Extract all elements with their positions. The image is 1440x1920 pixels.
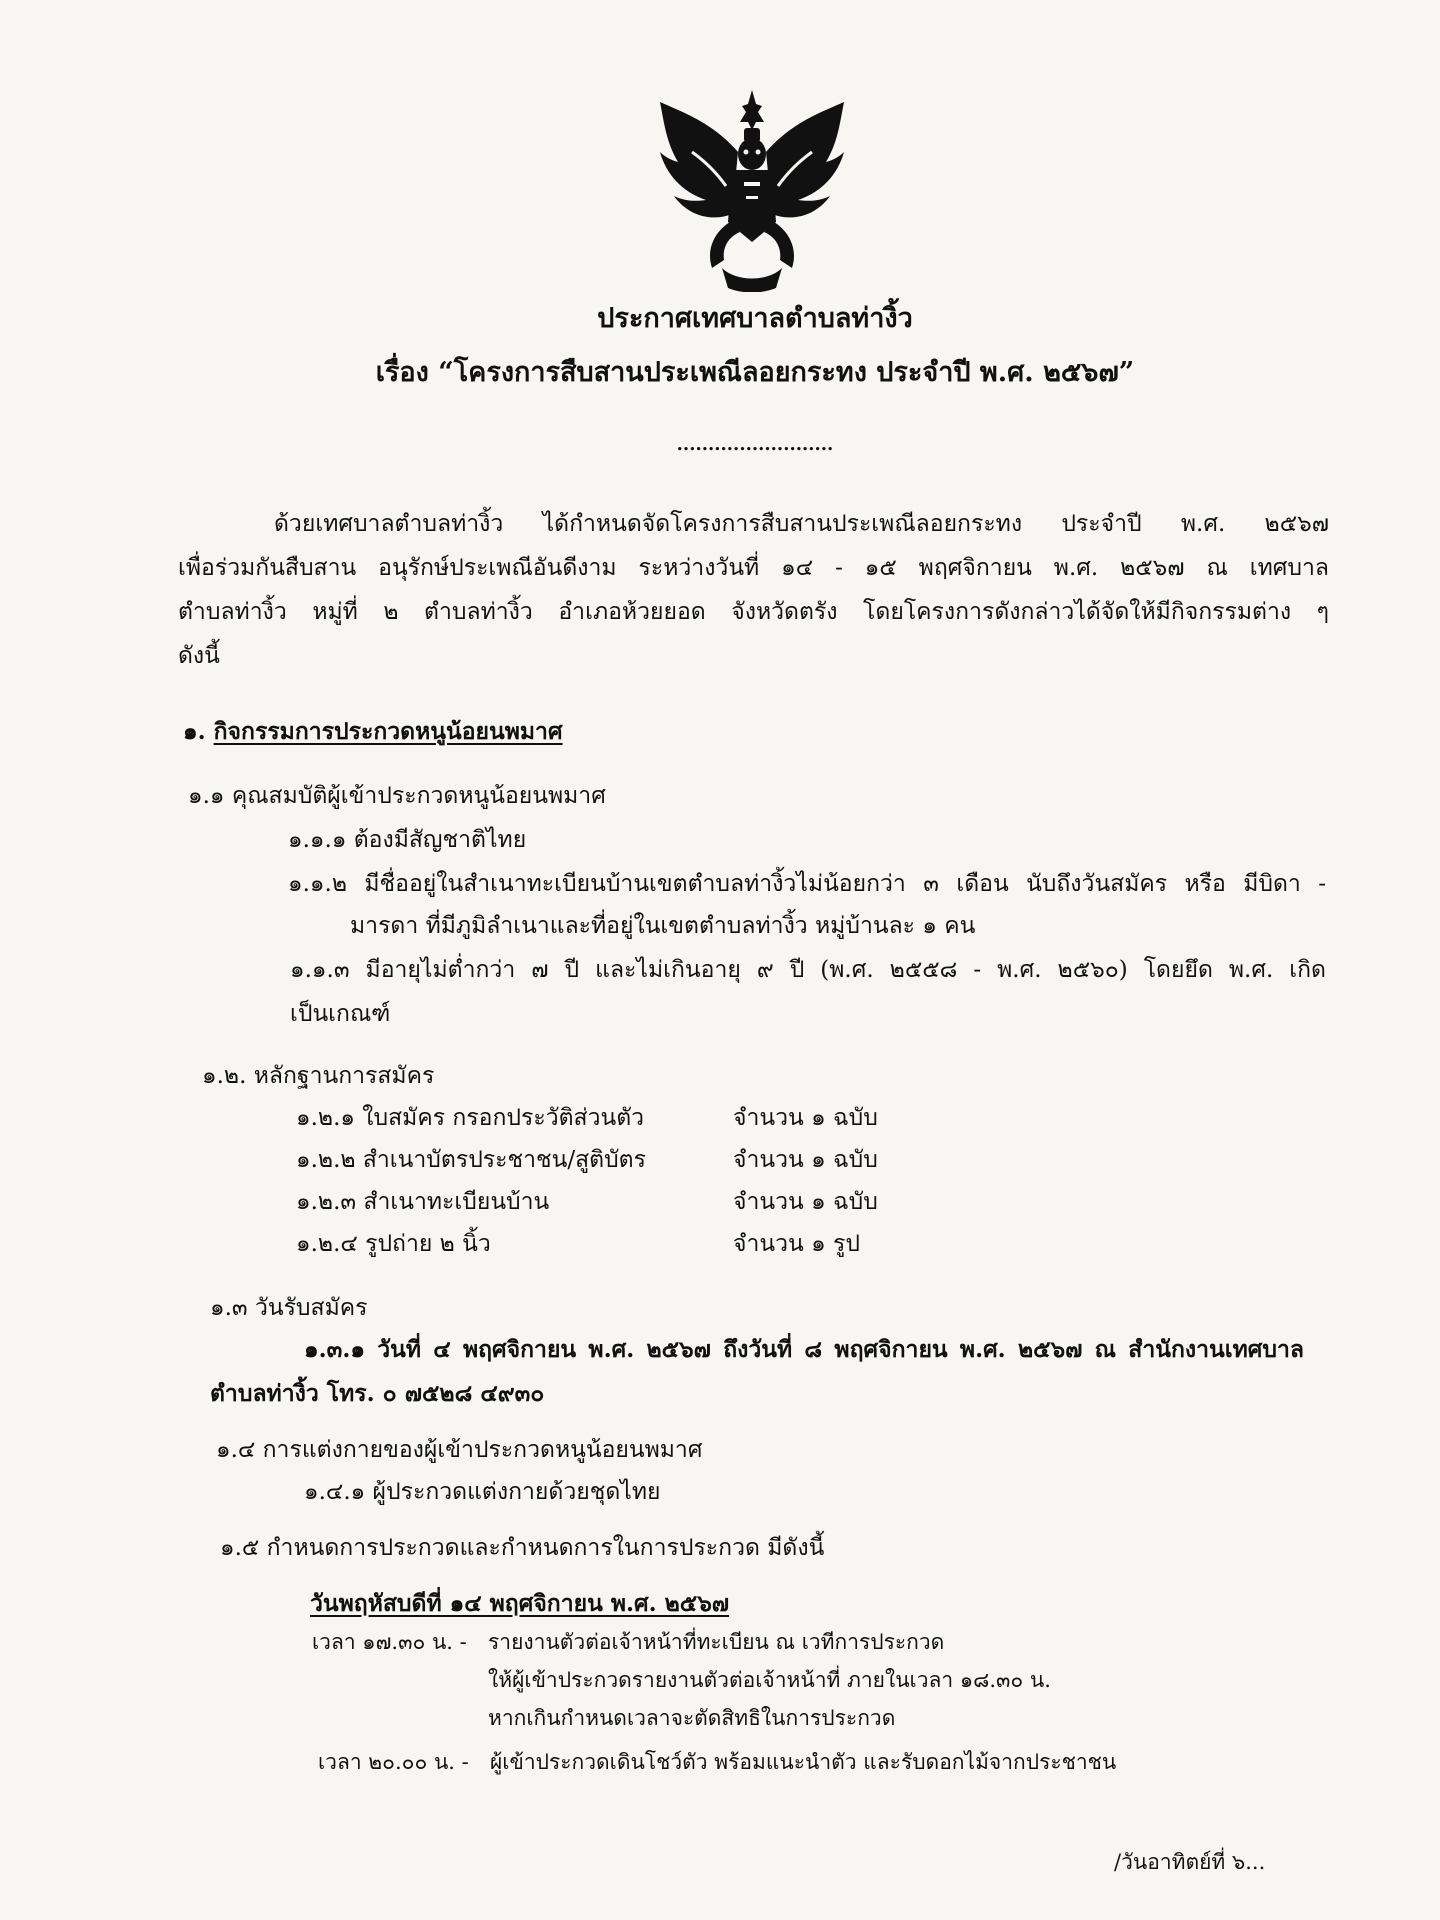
announcement-subject: เรื่อง “โครงการสืบสานประเพณีลอยกระทง ประจำปี พ.ศ. ๒๕๖๗”	[375, 357, 1135, 388]
doc-item-1-qty: จำนวน ๑ ฉบับ	[733, 1105, 878, 1131]
schedule-text-2: ให้ผู้เข้าประกวดรายงานตัวต่อเจ้าหน้าที่ ภายในเวลา ๑๘.๓๐ น.	[488, 1668, 1051, 1692]
s1-4-heading: ๑.๔ การแต่งกายของผู้เข้าประกวดหนูน้อยนพมาศ	[216, 1437, 703, 1463]
intro-line-2: เพื่อร่วมกันสืบสาน อนุรักษ์ประเพณีอันดีงาม ระหว่างวันที่ ๑๔ - ๑๕ พฤศจิกายน พ.ศ. ๒๕๖๗ ณ เทศบาล	[178, 555, 1329, 581]
schedule-text-1: รายงานตัวต่อเจ้าหน้าที่ทะเบียน ณ เวทีการประกวด	[488, 1630, 945, 1654]
section-1-heading	[183, 714, 563, 750]
s1-5-heading: ๑.๕ กำหนดการประกวดและกำหนดการในการประกวด มีดังนี้	[220, 1535, 825, 1561]
s1-1-item-1: ๑.๑.๑ ต้องมีสัญชาติไทย	[288, 827, 527, 853]
s1-3-line-1: ๑.๓.๑ วันที่ ๔ พฤศจิกายน พ.ศ. ๒๕๖๗ ถึงวันที่ ๘ พฤศจิกายน พ.ศ. ๒๕๖๗ ณ สำนักงานเทศบาล	[304, 1336, 1304, 1363]
s1-1-item-3: ๑.๑.๓ มีอายุไม่ต่ำกว่า ๗ ปี และไม่เกินอายุ ๙ ปี (พ.ศ. ๒๕๕๘ - พ.ศ. ๒๕๖๐) โดยยึด พ.ศ. เกิด	[290, 957, 1326, 983]
intro-line-4: ดังนี้	[178, 643, 220, 669]
garuda-emblem-icon	[652, 82, 852, 292]
doc-item-4-label: ๑.๒.๔ รูปถ่าย ๒ นิ้ว	[296, 1231, 491, 1257]
s1-1-item-3-cont: เป็นเกณฑ์	[290, 1001, 391, 1027]
section-1-number: ๑.	[183, 718, 206, 745]
continue-marker: /วันอาทิตย์ที่ ๖...	[1114, 1850, 1266, 1874]
doc-item-2-qty: จำนวน ๑ ฉบับ	[733, 1147, 878, 1173]
announcement-title: ประกาศเทศบาลตำบลท่างิ้ว	[597, 303, 913, 334]
s1-1-item-2: ๑.๑.๒ มีชื่ออยู่ในสำเนาทะเบียนบ้านเขตตำบลท่างิ้วไม่น้อยกว่า ๓ เดือน นับถึงวันสมัคร หรือ มีบิดา -	[288, 871, 1326, 897]
intro-line-3: ตำบลท่างิ้ว หมู่ที่ ๒ ตำบลท่างิ้ว อำเภอห้วยยอด จังหวัดตรัง โดยโครงการดังกล่าวได้จัดให้มีกิจกรรมต่าง ๆ	[178, 599, 1329, 625]
schedule-text-3: หากเกินกำหนดเวลาจะตัดสิทธิในการประกวด	[488, 1706, 896, 1730]
section-1-title: กิจกรรมการประกวดหนูน้อยนพมาศ	[213, 718, 563, 745]
schedule-day: วันพฤหัสบดีที่ ๑๔ พฤศจิกายน พ.ศ. ๒๕๖๗	[310, 1590, 730, 1617]
doc-item-2-label: ๑.๒.๒ สำเนาบัตรประชาชน/สูติบัตร	[296, 1147, 646, 1173]
s1-3-line-2: ตำบลท่างิ้ว โทร. ๐ ๗๕๒๘ ๔๙๓๐	[210, 1380, 545, 1407]
separator-dots: .........................	[676, 434, 834, 455]
doc-item-3-qty: จำนวน ๑ ฉบับ	[733, 1189, 878, 1215]
s1-1-item-2-cont: มารดา ที่มีภูมิลำเนาและที่อยู่ในเขตตำบลท่างิ้ว หมู่บ้านละ ๑ คน	[350, 913, 976, 939]
doc-item-1-label: ๑.๒.๑ ใบสมัคร กรอกประวัติส่วนตัว	[296, 1105, 645, 1131]
s1-1-heading: ๑.๑ คุณสมบัติผู้เข้าประกวดหนูน้อยนพมาศ	[188, 783, 606, 809]
doc-item-3-label: ๑.๒.๓ สำเนาทะเบียนบ้าน	[296, 1189, 550, 1215]
s1-2-heading: ๑.๒. หลักฐานการสมัคร	[202, 1063, 435, 1089]
schedule-time-4: เวลา ๒๐.๐๐ น. -	[318, 1750, 469, 1774]
s1-4-item-1: ๑.๔.๑ ผู้ประกวดแต่งกายด้วยชุดไทย	[304, 1479, 661, 1505]
s1-3-heading: ๑.๓ วันรับสมัคร	[210, 1295, 368, 1321]
schedule-text-4: ผู้เข้าประกวดเดินโชว์ตัว พร้อมแนะนำตัว และรับดอกไม้จากประชาชน	[490, 1750, 1117, 1774]
doc-item-4-qty: จำนวน ๑ รูป	[733, 1231, 860, 1257]
intro-line-1: ด้วยเทศบาลตำบลท่างิ้ว ได้กำหนดจัดโครงการสืบสานประเพณีลอยกระทง ประจำปี พ.ศ. ๒๕๖๗	[274, 511, 1329, 537]
schedule-time-1: เวลา ๑๗.๓๐ น. -	[312, 1630, 467, 1654]
